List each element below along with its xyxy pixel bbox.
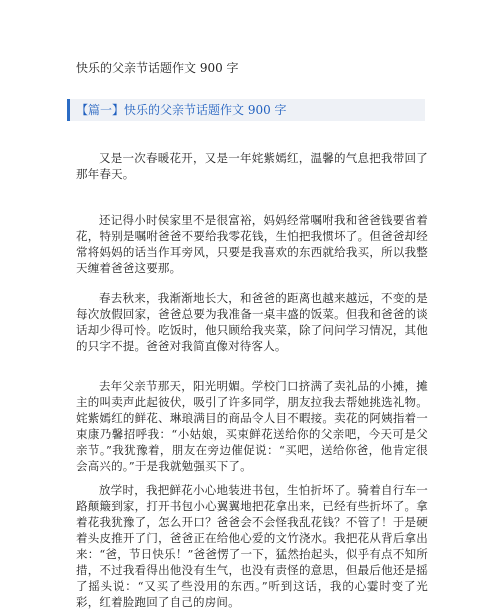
paragraph-3: 春去秋来，我渐渐地长大，和爸爸的距离也越来越远，不变的是每次放假回家，爸爸总要为我准备一桌丰盛的饭菜。但我和爸爸的谈话却少得可怜。吃饭时，他只顾给我夹菜，除了问问学习情况，其他的只字不提。爸爸对我简直像对待客人。 bbox=[76, 291, 428, 353]
paragraph-1: 又是一次春暖花开，又是一年姹紫嫣红，温馨的气息把我带回了那年春天。 bbox=[76, 151, 428, 181]
paragraph-5: 放学时，我把鲜花小心地装进书包，生怕折坏了。骑着自行车一路颠簸到家，打开书包小心翼翼地把花拿出来，已经有些折坏了。拿着花我犹豫了，怎么开口？爸爸会不会怪我乱花钱？不管了！于是硬着头皮推开了门，爸爸正在给他心爱的文竹浇水。我把花从背后拿出来：“爸，节日快乐！”爸爸愣了一下，猛然抬起头，似乎有点不知所措，不过我看得出他没有生气，也没有责怪的意思，但最后他还是摇了摇头说：“又买了些没用的东西。”听到这话，我的心霎时变了光彩，红着脸跑回了自己的房间。 bbox=[76, 483, 428, 609]
paragraph-2: 还记得小时侯家里不是很富裕，妈妈经常嘱咐我和爸爸钱要省着花，特别是嘱咐爸爸不要给我零花钱，生怕把我惯坏了。但爸爸却经常将妈妈的话当作耳旁风，只要是我喜欢的东西就给我买，所以我整天缠着爸爸这要那。 bbox=[76, 213, 428, 275]
section-header-text: 【篇一】快乐的父亲节话题作文 900 字 bbox=[76, 103, 287, 117]
section-header bbox=[67, 99, 425, 121]
paragraph-4: 去年父亲节那天，阳光明媚。学校门口挤满了卖礼品的小摊，摊主的叫卖声此起彼伏，吸引了许多同学，朋友拉我去帮她挑选礼物。姹紫嫣红的鲜花、琳琅满目的商品令人目不暇接。卖花的阿姨指着一束康乃馨招呼我：“小姑娘，买束鲜花送给你的父亲吧，今天可是父亲节。”我犹豫着，朋友在旁边催促说：“买吧，送给你爸，他肯定很会高兴的。”于是我就勉强买下了。 bbox=[76, 379, 428, 473]
document-title: 快乐的父亲节话题作文 900 字 bbox=[76, 61, 239, 75]
